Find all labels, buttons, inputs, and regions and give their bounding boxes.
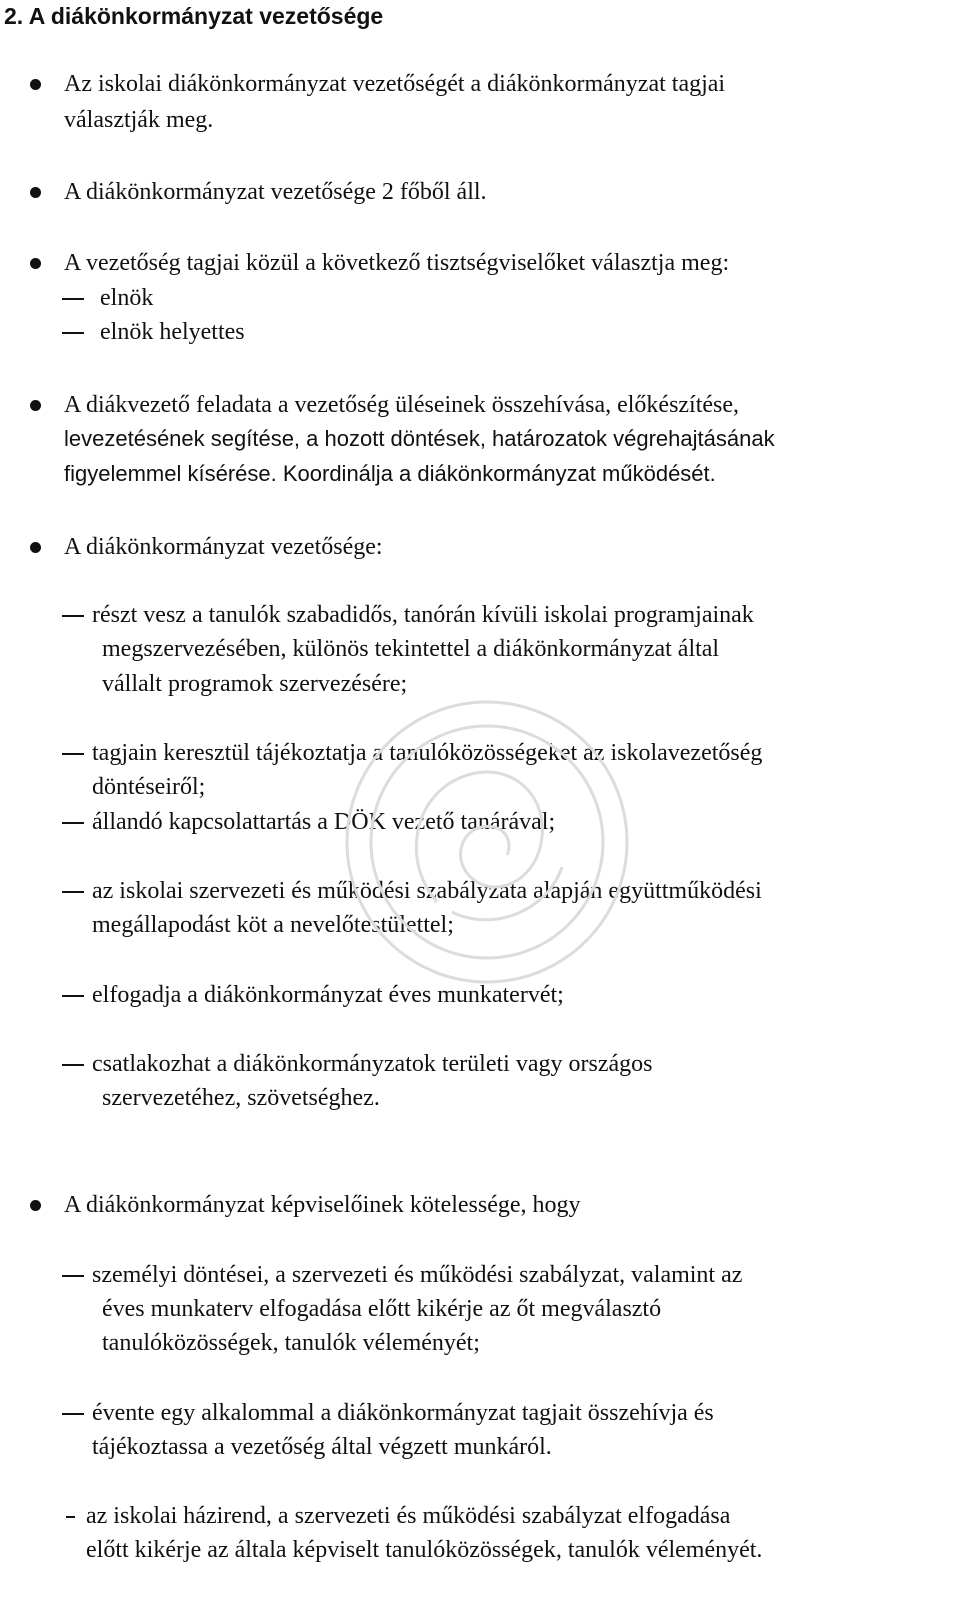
hyphen-marker <box>66 1516 75 1518</box>
bullet-marker <box>30 258 41 269</box>
text-line: A diákönkormányzat képviselőinek kötelessége, hogy <box>64 1192 581 1218</box>
text-line: előtt kikérje az általa képviselt tanulóközösségek, tanulók véleményét. <box>86 1537 763 1563</box>
text-line: az iskolai házirend, a szervezeti és működési szabályzat elfogadása <box>86 1503 731 1529</box>
dash-marker <box>62 1413 84 1415</box>
dash-marker <box>62 891 84 893</box>
text-line: A diákvezető feladata a vezetőség üléseinek összehívása, előkészítése, <box>64 392 740 418</box>
bullet-marker <box>30 1200 41 1211</box>
bullet-marker <box>30 542 41 553</box>
text-line: A diákönkormányzat vezetősége: <box>64 534 383 560</box>
text-line: elnök helyettes <box>100 319 245 345</box>
text-line: választják meg. <box>64 107 214 133</box>
text-line: A vezetőség tagjai közül a következő tisztségviselőket választja meg: <box>64 250 730 276</box>
text-line: szervezetéhez, szövetséghez. <box>102 1085 380 1111</box>
text-line: tagjain keresztül tájékoztatja a tanulóközösségeket az iskolavezetőség <box>92 740 763 766</box>
dash-marker <box>62 298 84 300</box>
text-line: figyelemmel kísérése. Koordinálja a diákönkormányzat működését. <box>64 461 716 486</box>
text-line: vállalt programok szervezésére; <box>102 671 408 697</box>
text-line: Az iskolai diákönkormányzat vezetőségét a diákönkormányzat tagjai <box>64 71 726 97</box>
text-line: állandó kapcsolattartás a DÖK vezető tanárával; <box>92 809 556 835</box>
text-line: tájékoztassa a vezetőség által végzett munkáról. <box>92 1434 552 1460</box>
text-line: megszervezésében, különös tekintettel a diákönkormányzat által <box>102 636 720 662</box>
text-line: személyi döntései, a szervezeti és működési szabályzat, valamint az <box>92 1262 743 1288</box>
text-line: évente egy alkalommal a diákönkormányzat tagjait összehívja és <box>92 1400 714 1426</box>
dash-marker <box>62 995 84 997</box>
text-line: levezetésének segítése, a hozott döntések, határozatok végrehajtásának <box>64 426 775 451</box>
text-line: döntéseiről; <box>92 774 206 800</box>
text-line: A diákönkormányzat vezetősége 2 főből áll. <box>64 179 487 205</box>
dash-marker <box>62 822 84 824</box>
text-line: elfogadja a diákönkormányzat éves munkatervét; <box>92 982 564 1008</box>
text-line: az iskolai szervezeti és működési szabályzata alapján együttműködési <box>92 878 762 904</box>
dash-marker <box>62 332 84 334</box>
dash-marker <box>62 753 84 755</box>
text-line: részt vesz a tanulók szabadidős, tanórán kívüli iskolai programjainak <box>92 602 754 628</box>
dash-marker <box>62 1275 84 1277</box>
text-line: tanulóközösségek, tanulók véleményét; <box>102 1330 480 1356</box>
bullet-marker <box>30 187 41 198</box>
text-line: elnök <box>100 285 154 311</box>
dash-marker <box>62 615 84 617</box>
bullet-marker <box>30 400 41 411</box>
text-line: csatlakozhat a diákönkormányzatok területi vagy országos <box>92 1051 653 1077</box>
section-heading: 2. A diákönkormányzat vezetősége <box>4 3 384 29</box>
dash-marker <box>62 1064 84 1066</box>
text-line: megállapodást köt a nevelőtestülettel; <box>92 912 454 938</box>
text-line: éves munkaterv elfogadása előtt kikérje az őt megválasztó <box>102 1296 662 1322</box>
bullet-marker <box>30 79 41 90</box>
